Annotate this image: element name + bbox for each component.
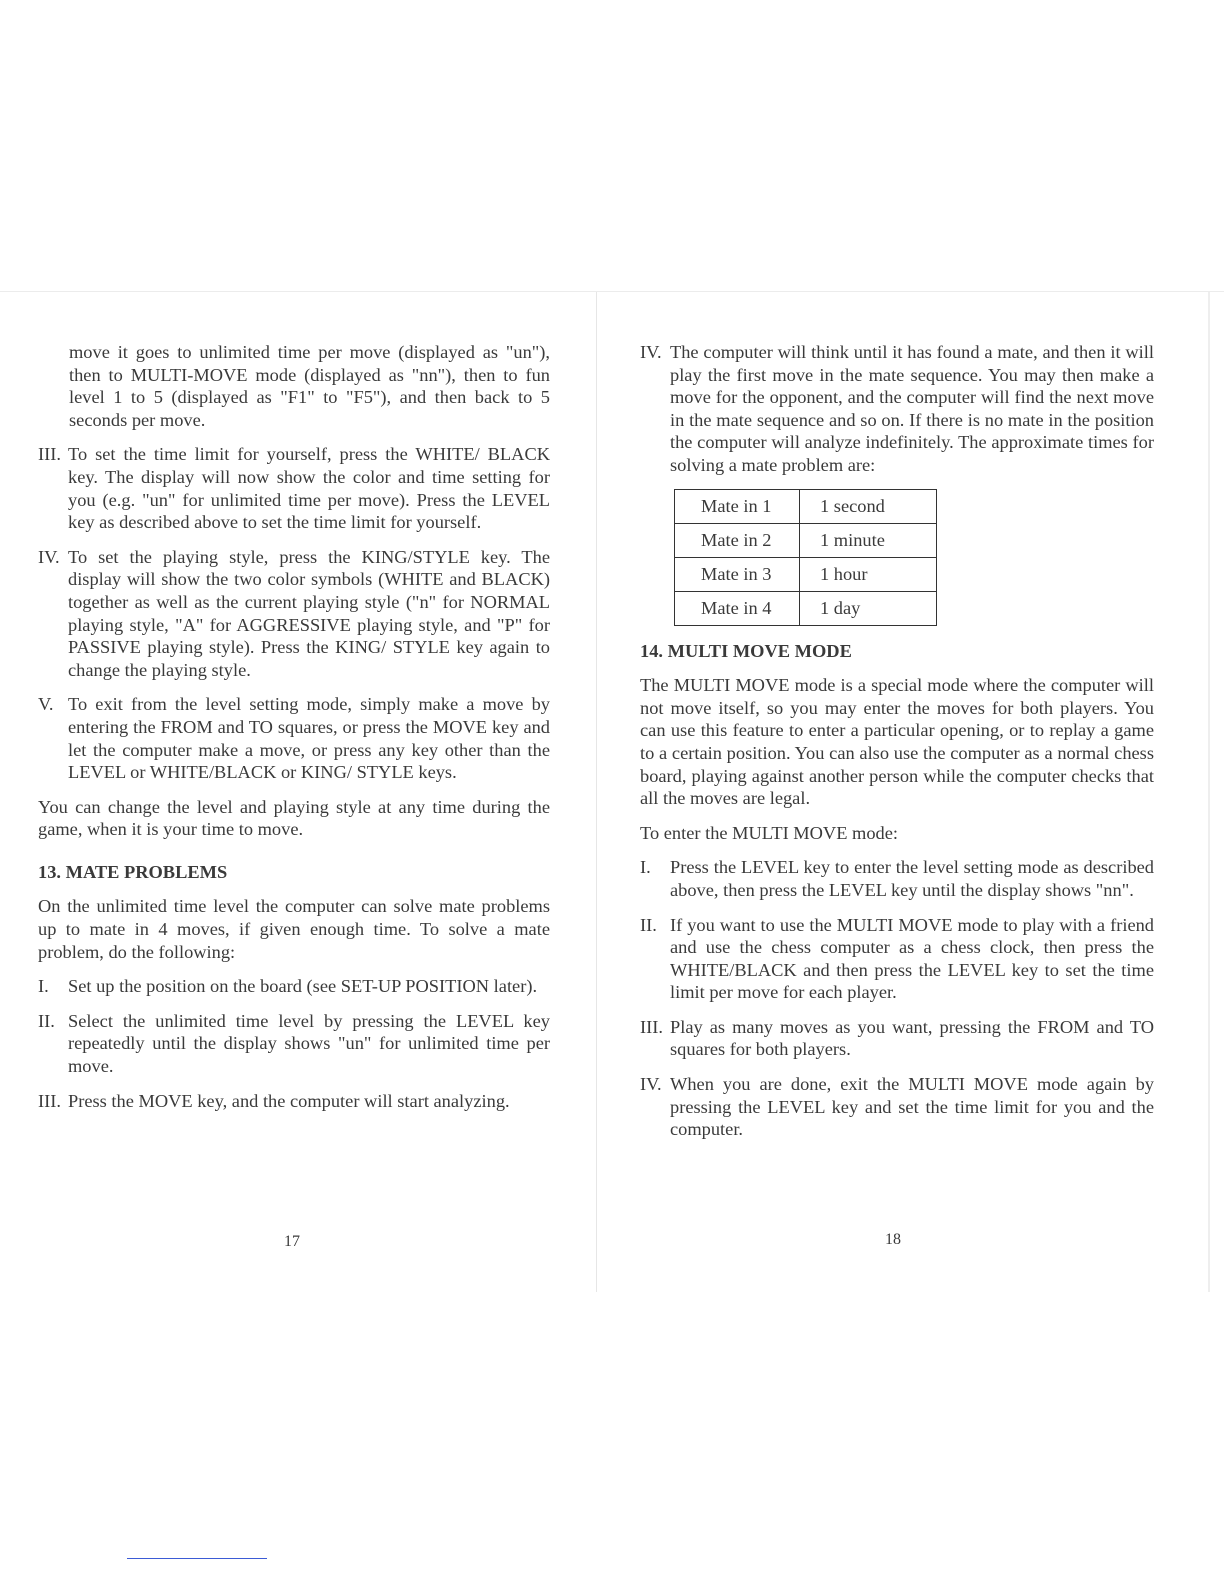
table-row: Mate in 3 1 hour — [675, 557, 937, 591]
page-gutter — [596, 292, 597, 1292]
list-item: IV. The computer will think until it has found a mate, and then it will play the first move in the mate sequence. You may then make a move for the opponent, and the computer will find the next move in the mate sequence and so on. If there is no mate in the position the computer will analyze indefinitely. The approximate times for solving a mate problem are: — [640, 342, 1154, 475]
section-intro: On the unlimited time level the computer can solve mate problems up to mate in 4 moves, if given enough time. To solve a mate problem, do the following: — [38, 896, 550, 962]
page-top-edge — [0, 291, 1224, 292]
list-item: III. To set the time limit for yourself, press the WHITE/ BLACK key. The display will now show the color and time setting for you (e.g. "un" for unlimited time per move). Press the LEVEL key as described above to set the time limit for yourself. — [38, 444, 550, 533]
right-page — [640, 341, 1154, 1153]
list-item: II. If you want to use the MULTI MOVE mode to play with a friend and use the chess computer as a chess clock, then press the WHITE/BLACK and then press the LEVEL key to set the time limit per move for each player. — [640, 914, 1154, 1003]
table-row: Mate in 4 1 day — [675, 591, 937, 625]
continuation-text: move it goes to unlimited time per move (displayed as "un"), then to MULTI-MOVE mode (displayed as "nn"), then to fun level 1 to 5 (displayed as "F1" to "F5"), and then back to 5 seconds per move. — [69, 342, 550, 430]
list-item: II. Select the unlimited time level by pressing the LEVEL key repeatedly until the display shows "un" for unlimited time per move. — [38, 1010, 550, 1077]
left-page — [38, 341, 550, 1124]
page-number: 18 — [885, 1231, 901, 1248]
list-item: I. Press the LEVEL key to enter the level setting mode as described above, then press the LEVEL key until the display shows "nn". — [640, 857, 1154, 900]
section-intro: The MULTI MOVE mode is a special mode where the computer will not move itself, so you may enter the moves for both players. You can use this feature to enter a particular opening, or to replay a game to a certain position. You can also use the computer as a normal chess board, playing against another person while the computer checks that all the moves are legal. — [640, 675, 1154, 809]
page-right-edge — [1208, 292, 1210, 1292]
mate-times-table — [674, 489, 937, 626]
section-heading: 13. MATE PROBLEMS — [38, 861, 228, 882]
list-item: I. Set up the position on the board (see SET-UP POSITION later). — [38, 976, 538, 997]
section-heading: 14. MULTI MOVE MODE — [640, 640, 852, 661]
paragraph: You can change the level and playing style at any time during the game, when it is your time to move. — [38, 796, 550, 840]
table-row: Mate in 2 1 minute — [675, 523, 937, 557]
list-item: IV. When you are done, exit the MULTI MOVE mode again by pressing the LEVEL key and set the time limit for you and the computer. — [640, 1074, 1154, 1140]
table-row: Mate in 1 1 second — [675, 489, 937, 523]
list-item: IV. To set the playing style, press the KING/STYLE key. The display will show the two color symbols (WHITE and BLACK) together as well as the current playing style ("n" for NORMAL playing style, "A" for AGGRESSIVE playing style, and "P" for PASSIVE playing style). Press the KING/ STYLE key again to change the playing style. — [38, 546, 550, 680]
list-item: III. Press the MOVE key, and the computer will start analyzing. — [38, 1090, 510, 1111]
list-item: V. To exit from the level setting mode, simply make a move by entering the FROM and TO squares, or press the MOVE key and let the computer make a move, or press any key other than the LEVEL or WHITE/BLACK or KING/ STYLE keys. — [38, 694, 550, 783]
page-number: 17 — [284, 1233, 300, 1250]
bottom-rule — [127, 1558, 267, 1559]
list-item: III. Play as many moves as you want, pressing the FROM and TO squares for both players. — [640, 1016, 1154, 1060]
paragraph: To enter the MULTI MOVE mode: — [640, 822, 899, 843]
